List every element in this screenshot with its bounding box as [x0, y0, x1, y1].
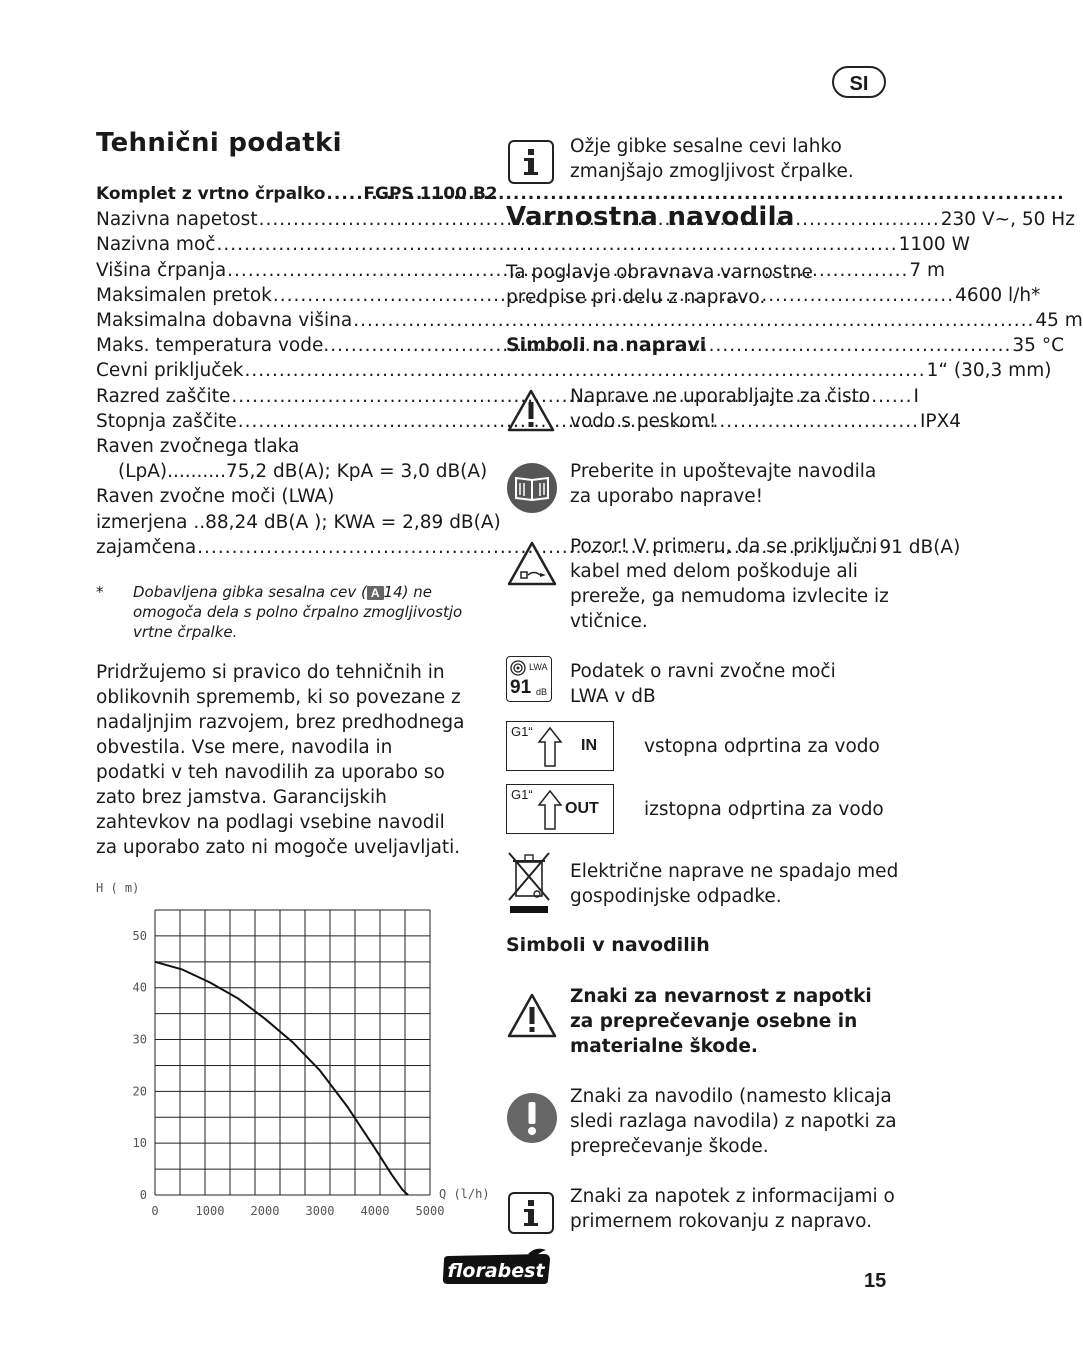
spec-key: Maks. temperatura vode. — [96, 335, 330, 357]
y-tick-label: 30 — [132, 1032, 147, 1047]
manual-symbols-heading: Simboli v navodilih — [506, 934, 710, 956]
spec-value: I — [913, 385, 919, 407]
part-a-badge: A — [367, 586, 384, 600]
notice-text: Znaki za navodilo (namesto klicaja sledi razlaga navodila) z napotki za preprečevanje škode. — [570, 1086, 897, 1157]
spec-key: Nazivna napetost — [96, 209, 258, 231]
florabest-logo — [440, 1248, 552, 1288]
x-tick-label: 5000 — [415, 1204, 445, 1218]
safety-intro: Ta poglavje obravnava varnostne predpise pri delu z napravo. — [506, 262, 813, 308]
spec-key: Razred zaščite — [96, 385, 231, 407]
exclamation-icon — [506, 1092, 558, 1144]
y-tick-label: 10 — [132, 1136, 147, 1151]
weee-bin-icon — [506, 850, 552, 916]
footnote — [96, 582, 471, 642]
spec-value: 230 V~, 50 Hz — [940, 209, 1075, 231]
noise-values: (LpA)..........75,2 dB(A); KpA = 3,0 dB(A) — [118, 461, 488, 483]
x-tick-label: 0 — [151, 1204, 159, 1218]
outlet-label: OUT — [565, 800, 599, 817]
up-arrow-icon — [537, 726, 563, 768]
y-axis-label: H ( m) — [96, 881, 140, 895]
spec-value: 1“ (30,3 mm) — [926, 360, 1052, 382]
info-bottom-text: Znaki za napotek z informacijami o primernem rokovanju z napravo. — [570, 1186, 895, 1232]
chart-svg — [90, 872, 490, 1232]
spec-head-row — [96, 182, 498, 207]
power-guaranteed: zajamčena ..... 91 dB(A) — [96, 535, 470, 560]
outlet-text: izstopna odprtina za vodo — [644, 799, 884, 820]
spec-row — [96, 232, 970, 257]
danger-triangle-icon — [506, 992, 558, 1040]
cable-warning-text: Pozor! V primeru, da se priključni kabel med delom poškoduje ali prereže, ga nemudoma izvlecite iz vtičnice. — [570, 536, 889, 632]
noise-label: Raven zvočnega tlaka — [96, 436, 300, 458]
weee-text: Električne naprave ne spadajo med gospodinjske odpadke. — [570, 861, 899, 907]
info-top-text: Ožje gibke sesalne cevi lahko zmanjšajo zmogljivost črpalke. — [570, 136, 854, 182]
logo-text: florabest — [447, 1260, 545, 1282]
power-measured: izmerjena ..88,24 dB(A ); KWA = 2,89 dB(A) — [96, 511, 501, 533]
safety-title: Varnostna navodila — [506, 202, 795, 232]
spec-key: Cevni priključek — [96, 360, 244, 382]
outlet-port-icon — [506, 784, 614, 834]
up-arrow-icon — [537, 789, 563, 831]
sound-icon-unit: dB — [536, 687, 548, 697]
power-label: Raven zvočne moči (LWA) — [96, 486, 335, 508]
y-tick-label: 50 — [132, 928, 147, 943]
spec-head-key: Komplet z vrtno črpalko — [96, 184, 326, 204]
spec-key: Stopnja zaščite — [96, 410, 237, 432]
tech-data-title: Tehnični podatki — [96, 128, 342, 158]
inlet-port-icon — [506, 721, 614, 771]
info-icon — [508, 1192, 554, 1234]
footnote-star: * — [96, 583, 104, 601]
x-tick-label: 2000 — [250, 1204, 280, 1218]
device-symbols-heading: Simboli na napravi — [506, 334, 707, 356]
inlet-text: vstopna odprtina za vodo — [644, 736, 880, 757]
pump-curve-line — [155, 962, 408, 1195]
spec-value: 7 m — [909, 259, 946, 281]
spec-head-value: FGPS 1100 B2 — [363, 184, 498, 204]
outlet-thread-label: G1“ — [511, 787, 533, 802]
y-tick-label: 40 — [132, 980, 147, 995]
y-tick-label: 20 — [132, 1084, 147, 1099]
sand-water-text: Naprave ne uporabljajte za čisto vodo s peskom! — [570, 386, 871, 432]
spec-row — [96, 358, 1052, 383]
spec-value: 35 °C — [1012, 335, 1064, 357]
spec-row — [96, 308, 1083, 333]
inlet-thread-label: G1“ — [511, 724, 533, 739]
spec-value: IPX4 — [919, 410, 962, 432]
inlet-label: IN — [581, 737, 597, 754]
sound-power-text: Podatek o ravni zvočne moči LWA v dB — [570, 661, 836, 707]
language-badge: SI — [832, 66, 886, 98]
sound-icon-value: 91 — [510, 677, 532, 698]
cable-warning-icon — [506, 540, 558, 588]
x-tick-label: 4000 — [360, 1204, 390, 1218]
x-tick-label: 3000 — [305, 1204, 335, 1218]
spec-key: Višina črpanja — [96, 259, 227, 281]
page-number: 15 — [864, 1270, 887, 1292]
spec-value: 1100 W — [898, 234, 970, 256]
footnote-text: Dobavljena gibka sesalna cev ( A 14) ne omogoča dela s polno črpalno zmogljivostjo vrtne črpalke. — [133, 583, 463, 641]
pump-curve-chart — [90, 872, 490, 1232]
spec-row — [96, 258, 946, 283]
spec-key: Maksimalen pretok — [96, 284, 272, 306]
read-manual-text: Preberite in upoštevajte navodila za uporabo naprave! — [570, 461, 877, 507]
warning-triangle-icon — [506, 388, 556, 434]
sound-icon-lwa: LWA — [529, 662, 548, 672]
spec-key: Nazivna moč — [96, 234, 216, 256]
y-tick-label: 0 — [139, 1188, 147, 1202]
read-manual-icon — [506, 462, 558, 514]
sound-power-icon — [506, 656, 552, 702]
spec-key: Maksimalna dobavna višina — [96, 310, 353, 332]
spec-value: 4600 l/h* — [955, 284, 1041, 306]
danger-text: Znaki za nevarnost z napotki za preprečevanje osebne in materialne škode. — [570, 986, 872, 1057]
disclaimer-paragraph: Pridržujemo si pravico do tehničnih in oblikovnih sprememb, ki so povezane z nadaljnjim razvojem, brez predhodnega obvestila. Vse mere, navodila in podatki v teh navodilih za uporabo so zato brez jamstva. Garancijskih zahtevkov na podlagi vsebine navodil za uporabo zato ni mogoče uveljavljati. — [96, 662, 465, 858]
info-icon — [508, 140, 554, 184]
spec-value: 45 m — [1035, 310, 1083, 332]
x-tick-label: 1000 — [195, 1204, 225, 1218]
x-axis-label: Q (l/h) — [439, 1187, 490, 1201]
